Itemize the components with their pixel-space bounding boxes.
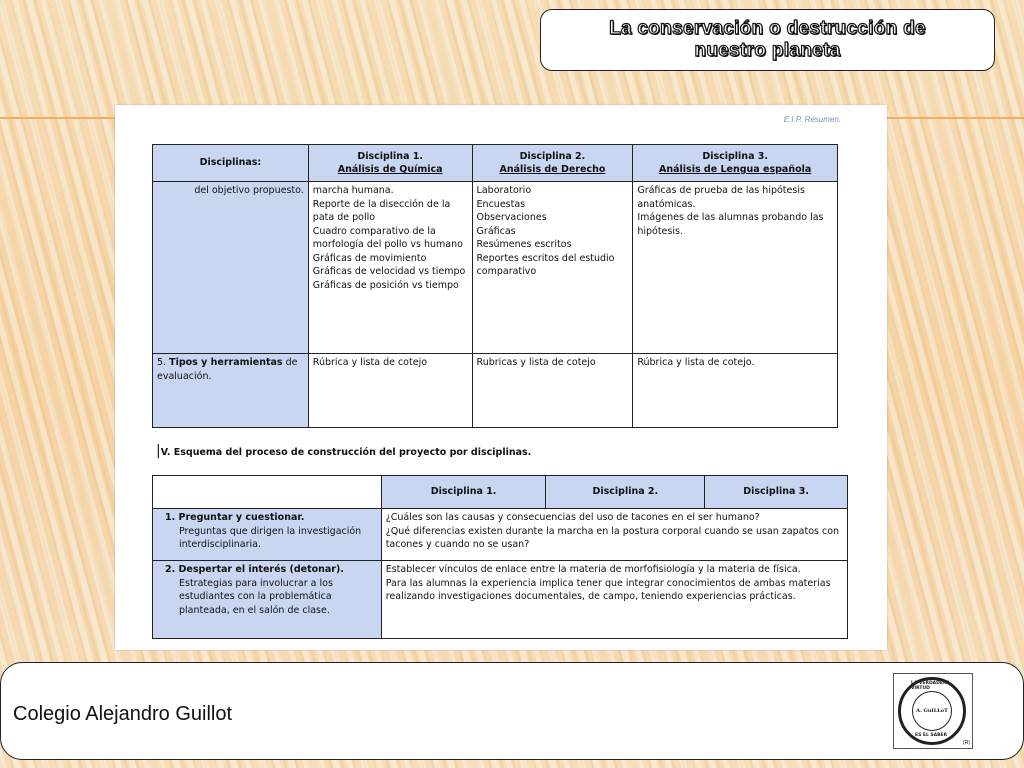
logo-top-text: LA VERDADERA VIRTUD [911,681,950,691]
cell-line: Rubricas y lista de cotejo [476,357,596,368]
cell-evaluation-d2 [472,354,633,428]
cell-line: Rúbrica y lista de cotejo [312,357,428,368]
logo-seal-center [912,691,952,731]
cell-line: Gráficas de velocidad vs tiempo [312,266,466,277]
cell-line: Gráficas de movimiento [312,252,427,264]
disciplines-header-label: Disciplinas: [153,145,309,182]
logo-registered-mark: (R) [963,740,970,746]
document-image [115,105,887,650]
row-label-objective: del objetivo propuesto. [153,182,309,354]
cell-line: Gráficas [476,225,516,237]
cell-line: Laboratorio [476,185,532,196]
cell-line: Para las alumnas la experiencia implica tener que integrar conocimientos de ambas materias realizando investigaciones documentales, de campo, teniendo experiencias prácticas. [385,577,831,602]
discipline-column-1: Disciplina 1. Análisis de Química [308,145,472,182]
cell-products-d1 [308,182,472,354]
cell-line: Reportes escritos del estudio comparativo [476,252,615,277]
logo-bottom-text: ES EL SABER [915,733,948,738]
table-row [153,561,848,639]
cell-line: Gráficas de prueba de las hipótesis anatómicas. [637,185,805,210]
process-column-3: Disciplina 3. [705,476,848,509]
process-row-content-1 [381,509,847,561]
accent-line-right [887,117,1024,119]
logo-center-text: A. GuILLoT [916,708,948,714]
cell-products-d2 [472,182,633,354]
cell-products-d3 [633,182,838,354]
cell-line: Cuadro comparativo de la morfología del pollo vs humano [312,225,463,250]
cell-evaluation-d3 [633,354,838,428]
process-column-1: Disciplina 1. [381,476,546,509]
footer-box [0,662,1024,760]
process-row-label-1: 1. Preguntar y cuestionar. Preguntas que dirigen la investigación interdisciplinaria. [153,509,382,561]
process-column-2: Disciplina 2. [546,476,705,509]
discipline-column-2: Disciplina 2. Análisis de Derecho [472,145,633,182]
table-row [153,509,848,561]
process-header-row [153,476,848,509]
process-table [152,475,848,639]
row-label-evaluation: 5. Tipos y herramientas de evaluación. [153,354,309,428]
cell-line: Rúbrica y lista de cotejo. [637,357,755,368]
doc-header: E.I.P. Resumen. [783,115,841,124]
logo-seal-ring [898,677,966,745]
cell-line: Observaciones [476,212,547,223]
cell-line: Reporte de la disección de la pata de pollo [312,198,451,223]
cell-line: Encuestas [476,198,526,210]
table-row [153,354,838,428]
disciplines-table [152,144,838,428]
cell-line: Imágenes de las alumnas probando las hipótesis. [637,212,824,237]
table-row [153,182,838,354]
cell-line: marcha humana. [312,185,394,196]
slide-title-box [540,9,995,71]
cell-line: Establecer vínculos de enlace entre la materia de morfofisiología y la materia de física. [385,564,801,575]
cell-line: Resúmenes escritos [476,239,572,250]
cell-evaluation-d1 [308,354,472,428]
cell-line: ¿Qué diferencias existen durante la marcha en la postura corporal cuando se usan zapatos con tacones y cuando no se usan? [385,525,840,550]
process-row-content-2 [381,561,847,639]
slide-title: La conservación o destrucción de nuestro planeta [609,18,926,61]
cell-line: ¿Cuáles son las causas y consecuencias del uso de tacones en el ser humano? [385,512,760,523]
process-row-label-2: 2. Despertar el interés (detonar). Estrategias para involucrar a los estudiantes con la problemática planteada, en el salón de clase. [153,561,382,639]
school-logo [893,673,973,749]
discipline-column-3: Disciplina 3. Análisis de Lengua española [633,145,838,182]
section-heading: |V. Esquema del proceso de construcción del proyecto por disciplinas. [156,443,532,459]
disciplines-header-row [153,145,838,182]
process-header-blank [153,476,382,509]
cell-line: Gráficas de posición vs tiempo [312,279,459,291]
school-name: Colegio Alejandro Guillot [13,703,233,725]
accent-line-left [0,117,115,119]
